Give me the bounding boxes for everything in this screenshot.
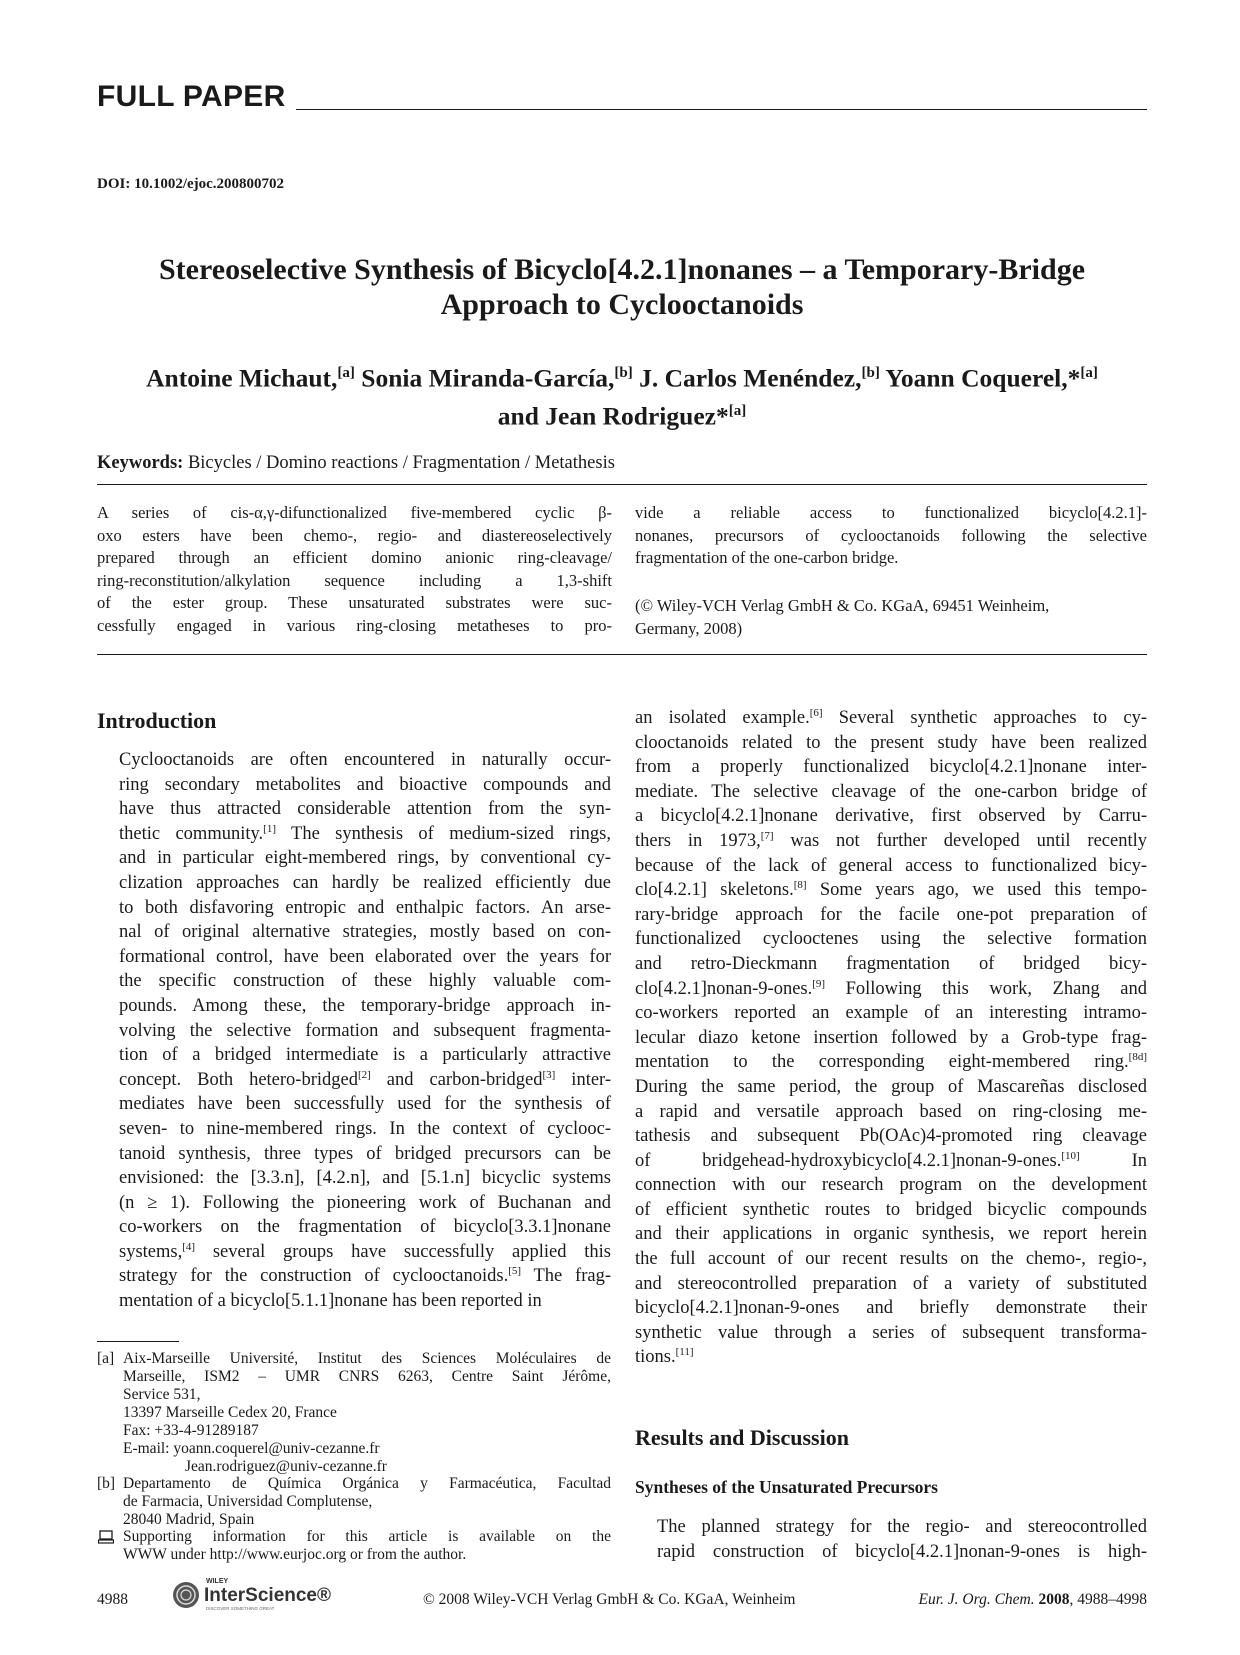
text-run: In: [1079, 1150, 1147, 1171]
results-subheading: Syntheses of the Unsaturated Precursors: [635, 1477, 938, 1497]
text-line: [635, 1198, 1147, 1223]
introduction-column-2: [635, 706, 1147, 1370]
text-run: thetic community.: [119, 823, 264, 844]
text-run: envisioned: the [3.3.n], [4.2.n], and [5.1.n] bicyclic systems: [119, 1168, 611, 1189]
footnote-tag: [a]: [97, 1350, 115, 1367]
footnote-a-body: [123, 1350, 611, 1476]
citation-ref: [5]: [508, 1265, 522, 1278]
text-line: Supporting information for this article is available on the: [123, 1528, 611, 1545]
text-run: was not further developed until recently: [773, 830, 1147, 851]
text-line: 28040 Madrid, Spain: [123, 1511, 255, 1528]
text-run: co-workers on the fragmentation of bicyclo[3.3.1]nonane: [119, 1217, 611, 1238]
text-line: [97, 748, 611, 773]
text-run: (n ≥ 1). Following the pioneering work of Buchanan and: [119, 1192, 611, 1213]
text-line: Jean.rodriguez@univ-cezanne.fr: [185, 1458, 387, 1475]
citation-ref: [10]: [1061, 1149, 1080, 1162]
journal-name: Eur. J. Org. Chem.: [918, 1591, 1035, 1608]
citation-ref: [3]: [542, 1068, 556, 1081]
text-run: pounds. Among these, the temporary-bridge approach in-: [119, 995, 611, 1016]
results-heading: Results and Discussion: [635, 1425, 849, 1450]
introduction-column-1: [97, 748, 611, 1314]
text-line: [635, 977, 1147, 1002]
text-run: During the same period, the group of Mascareñas disclosed: [635, 1076, 1147, 1097]
text-line: [635, 1149, 1147, 1174]
logo-tagline: DISCOVER SOMETHING GREAT: [206, 1606, 275, 1611]
text-line: oxo esters have been chemo-, regio- and diastereoselectively: [97, 525, 612, 545]
text-run: concept. Both hetero-bridged: [119, 1069, 358, 1090]
text-run: thers in 1973,: [635, 830, 761, 851]
text-line: [635, 1026, 1147, 1051]
text-run: clization approaches can hardly be realized efficiently due: [119, 872, 611, 893]
citation-ref: [6]: [809, 706, 823, 719]
text-line: [635, 927, 1147, 952]
author-affiliation: [a]: [1080, 365, 1098, 381]
text-run: tion of a bridged intermediate is a particularly attractive: [119, 1045, 611, 1066]
text-line: [97, 945, 611, 970]
text-line: [97, 846, 611, 871]
text-run: a bicyclo[4.2.1]nonane derivative, first observed by Carru-: [635, 806, 1147, 827]
text-line: WWW under http://www.eurjoc.org or from the author.: [123, 1546, 467, 1563]
text-line: [635, 731, 1147, 756]
footnote-rule: [97, 1341, 179, 1342]
text-line: [635, 1345, 1147, 1370]
footnote-b-body: [123, 1475, 611, 1529]
title-line: Approach to Cyclooctanoids: [440, 288, 804, 321]
text-line: prepared through an efficient domino anionic ring-cleavage/: [97, 548, 612, 567]
citation-ref: [11]: [675, 1346, 694, 1359]
text-line: [97, 871, 611, 896]
text-run: Some years ago, we used this tempo-: [806, 880, 1147, 901]
text-line: [97, 1068, 611, 1093]
text-line: Departamento de Química Orgánica y Farmacéutica, Facultad: [123, 1475, 611, 1492]
text-line: fragmentation of the one-carbon bridge.: [635, 548, 899, 567]
text-line: de Farmacia, Universidad Complutense,: [123, 1493, 373, 1510]
text-run: clo[4.2.1] skeletons.: [635, 880, 794, 901]
author-name: J. Carlos Menéndez,: [639, 363, 862, 393]
text-run: formational control, have been elaborated over the years for: [119, 946, 611, 967]
text-line: [635, 829, 1147, 854]
text-line: [635, 1001, 1147, 1026]
text-line: A series of cis-α,γ-difunctionalized five-membered cyclic β-: [97, 503, 612, 522]
author-name: and Jean Rodriguez*: [497, 401, 729, 430]
text-run: from a properly functionalized bicyclo[4.2.1]nonane inter-: [635, 757, 1147, 778]
text-run: to both disfavoring entropic and enthalpic factors. An arse-: [119, 897, 611, 918]
text-line: [635, 1173, 1147, 1198]
text-run: Following this work, Zhang and: [825, 978, 1147, 999]
page-number: 4988: [97, 1591, 128, 1608]
text-run: synthetic value through a series of subsequent transforma-: [635, 1322, 1147, 1343]
abstract-copyright-line: (© Wiley-VCH Verlag GmbH & Co. KGaA, 69451 Weinheim,: [635, 596, 1050, 615]
text-line: [97, 1289, 611, 1314]
footnote-tag: [b]: [97, 1475, 116, 1492]
text-run: and their applications in organic synthesis, we report herein: [635, 1224, 1147, 1245]
text-run: tathesis and subsequent Pb(OAc)4-promoted ring cleavage: [635, 1126, 1147, 1147]
text-run: seven- to nine-membered rings. In the context of cyclooc-: [119, 1118, 611, 1139]
supporting-info-body: [123, 1528, 611, 1564]
text-run: co-workers reported an example of an interesting intramo-: [635, 1003, 1147, 1024]
text-run: because of the lack of general access to functionalized bicy-: [635, 855, 1147, 876]
text-run: ring secondary metabolites and bioactive compounds and: [119, 774, 611, 795]
text-line: [635, 854, 1147, 879]
citation-ref: [2]: [357, 1068, 371, 1081]
text-line: [97, 969, 611, 994]
text-run: Cyclooctanoids are often encountered in naturally occur-: [119, 750, 611, 770]
author-list: [97, 357, 1147, 432]
text-run: The synthesis of medium-sized rings,: [276, 823, 611, 844]
results-text: [635, 1515, 1147, 1564]
text-line: [97, 1092, 611, 1117]
computer-icon: [98, 1530, 114, 1544]
footnote-a: [97, 1350, 611, 1476]
author-affiliation: [b]: [614, 365, 633, 381]
text-run: clooctanoids related to the present study have been realized: [635, 732, 1147, 753]
footer-copyright: © 2008 Wiley-VCH Verlag GmbH & Co. KGaA, Weinheim: [423, 1591, 796, 1608]
text-run: have thus attracted considerable attention from the syn-: [119, 799, 611, 820]
text-line: [97, 797, 611, 822]
text-run: inter-: [555, 1069, 611, 1090]
interscience-logo-graphic: [170, 1575, 340, 1613]
journal-citation: [900, 1591, 1147, 1609]
text-line: [635, 1050, 1147, 1075]
author-affiliation: [a]: [337, 365, 355, 381]
text-run: connection with our research program on the development: [635, 1175, 1147, 1196]
text-run: lecular diazo ketone insertion followed by a Grob-type frag-: [635, 1027, 1147, 1048]
text-line: cessfully engaged in various ring-closing metatheses to pro-: [97, 615, 612, 635]
article-title: [97, 252, 1147, 322]
text-run: the full account of our recent results on the chemo-, regio-,: [635, 1249, 1147, 1270]
citation-ref: [1]: [263, 822, 276, 835]
text-run: functionalized cyclooctenes using the selective formation: [635, 929, 1147, 950]
text-line: [97, 920, 611, 945]
author-affiliation: [a]: [728, 402, 747, 419]
text-run: and stereocontrolled preparation of a variety of substituted: [635, 1273, 1147, 1294]
abstract-rule: [97, 654, 1147, 655]
text-run: tions.: [635, 1347, 676, 1368]
text-line: 13397 Marseille Cedex 20, France: [123, 1404, 337, 1421]
text-line: [97, 773, 611, 798]
text-line: [97, 1117, 611, 1142]
text-line: [97, 822, 611, 847]
text-line: Marseille, ISM2 – UMR CNRS 6263, Centre Saint Jérôme,: [123, 1368, 611, 1385]
author-name: Yoann Coquerel,*: [885, 363, 1081, 393]
text-run: mentation to the corresponding eight-membered ring.: [635, 1052, 1129, 1073]
text-line: [635, 1272, 1147, 1297]
text-line: The planned strategy for the regio- and stereocontrolled: [657, 1517, 1147, 1537]
keywords-text: Bicycles / Domino reactions / Fragmentation / Metathesis: [187, 453, 615, 473]
text-run: and carbon-bridged: [370, 1069, 543, 1090]
text-line: [97, 1191, 611, 1216]
text-run: and retro-Dieckmann fragmentation of bridged bicy-: [635, 953, 1147, 974]
text-line: [635, 755, 1147, 780]
text-line: [97, 1240, 611, 1265]
citation-ref: [8]: [793, 879, 807, 891]
text-run: a rapid and versatile approach based on ring-closing me-: [635, 1101, 1147, 1122]
text-line: rapid construction of bicyclo[4.2.1]nonan-9-ones is high-: [657, 1541, 1147, 1562]
text-run: clo[4.2.1]nonan-9-ones.: [635, 978, 813, 999]
text-line: Service 531,: [123, 1386, 201, 1403]
text-line: Fax: +33-4-91289187: [123, 1422, 259, 1439]
author-affiliation: [b]: [861, 365, 880, 381]
abstract-copyright-line: Germany, 2008): [635, 618, 743, 638]
text-line: [97, 1043, 611, 1068]
header-rule: [296, 109, 1147, 110]
text-line: Aix-Marseille Université, Institut des Sciences Moléculaires de: [123, 1350, 611, 1367]
text-run: Several synthetic approaches to cy-: [822, 708, 1148, 728]
text-run: the specific construction of these highly valuable com-: [119, 971, 611, 992]
text-line: [97, 1019, 611, 1044]
keywords: [97, 453, 615, 474]
citation-ref: [4]: [182, 1240, 196, 1253]
running-head: FULL PAPER: [97, 80, 286, 113]
text-run: mediate. The selective cleavage of the one-carbon bridge of: [635, 781, 1147, 802]
doi: DOI: 10.1002/ejoc.200800702: [97, 176, 285, 192]
text-line: [97, 1264, 611, 1289]
text-line: [635, 1124, 1147, 1149]
text-line: [635, 1222, 1147, 1247]
title-line: Stereoselective Synthesis of Bicyclo[4.2.1]nonanes – a Temporary-Bridge: [158, 253, 1086, 286]
text-run: strategy for the construction of cyclooctanoids.: [119, 1266, 509, 1287]
text-line: [635, 1247, 1147, 1272]
keywords-rule: [97, 484, 1147, 485]
text-line: [635, 1296, 1147, 1321]
text-line: [97, 1166, 611, 1191]
text-run: volving the selective formation and subsequent fragmenta-: [119, 1020, 611, 1041]
text-line: [635, 903, 1147, 928]
author-name: Sonia Miranda-García,: [361, 363, 615, 393]
text-line: nonanes, precursors of cyclooctanoids following the selective: [635, 525, 1147, 545]
interscience-logo: [170, 1575, 340, 1613]
text-run: nal of original alternative strategies, mostly based on con-: [119, 922, 611, 943]
citation-ref: [9]: [812, 977, 826, 990]
introduction-heading: Introduction: [97, 708, 217, 733]
logo-small-text: WILEY: [206, 1578, 229, 1585]
text-line: vide a reliable access to functionalized bicyclo[4.2.1]-: [635, 503, 1147, 522]
text-run: of efficient synthetic routes to bridged bicyclic compounds: [635, 1199, 1147, 1220]
text-line: [97, 1142, 611, 1167]
text-line: [635, 1100, 1147, 1125]
footnote-b: [97, 1475, 611, 1529]
text-run: of bridgehead-hydroxybicyclo[4.2.1]nonan-9-ones.: [635, 1150, 1062, 1171]
text-run: mentation of a bicyclo[5.1.1]nonane has been reported in: [119, 1291, 542, 1312]
abstract-copyright: [635, 595, 1147, 640]
text-line: [635, 706, 1147, 731]
supporting-info-note: [97, 1528, 611, 1564]
journal-pages: , 4988–4998: [1069, 1591, 1147, 1608]
text-line: [635, 780, 1147, 805]
text-run: rary-bridge approach for the facile one-pot preparation of: [635, 904, 1147, 925]
text-line: [97, 896, 611, 921]
text-line: of the ester group. These unsaturated substrates were suc-: [97, 593, 612, 612]
text-line: [635, 878, 1147, 903]
text-line: [635, 1321, 1147, 1346]
text-run: tanoid synthesis, three types of bridged precursors can be: [119, 1143, 611, 1164]
abstract-left-column: [97, 502, 612, 637]
text-line: [635, 1075, 1147, 1100]
text-line: [97, 994, 611, 1019]
text-run: The frag-: [521, 1266, 612, 1287]
text-run: an isolated example.: [635, 708, 810, 728]
text-run: several groups have successfully applied this: [195, 1241, 611, 1262]
text-line: [97, 1215, 611, 1240]
text-run: systems,: [119, 1241, 183, 1262]
text-run: mediates have been successfully used for the synthesis of: [119, 1094, 611, 1115]
text-line: [635, 952, 1147, 977]
text-line: ring-reconstitution/alkylation sequence including a 1,3-shift: [97, 570, 612, 590]
logo-main-text: InterScience®: [204, 1585, 331, 1606]
abstract-right-column: [635, 502, 1147, 570]
citation-ref: [7]: [760, 829, 774, 842]
text-run: and in particular eight-membered rings, by conventional cy-: [119, 848, 611, 869]
journal-year: 2008: [1038, 1591, 1070, 1608]
text-line: [635, 804, 1147, 829]
author-name: Antoine Michaut,: [146, 363, 338, 393]
keywords-label: Keywords:: [97, 453, 184, 473]
text-line: E-mail: yoann.coquerel@univ-cezanne.fr: [123, 1440, 380, 1457]
text-run: bicyclo[4.2.1]nonan-9-ones and briefly demonstrate their: [635, 1298, 1147, 1319]
citation-ref: [8d]: [1128, 1051, 1147, 1064]
